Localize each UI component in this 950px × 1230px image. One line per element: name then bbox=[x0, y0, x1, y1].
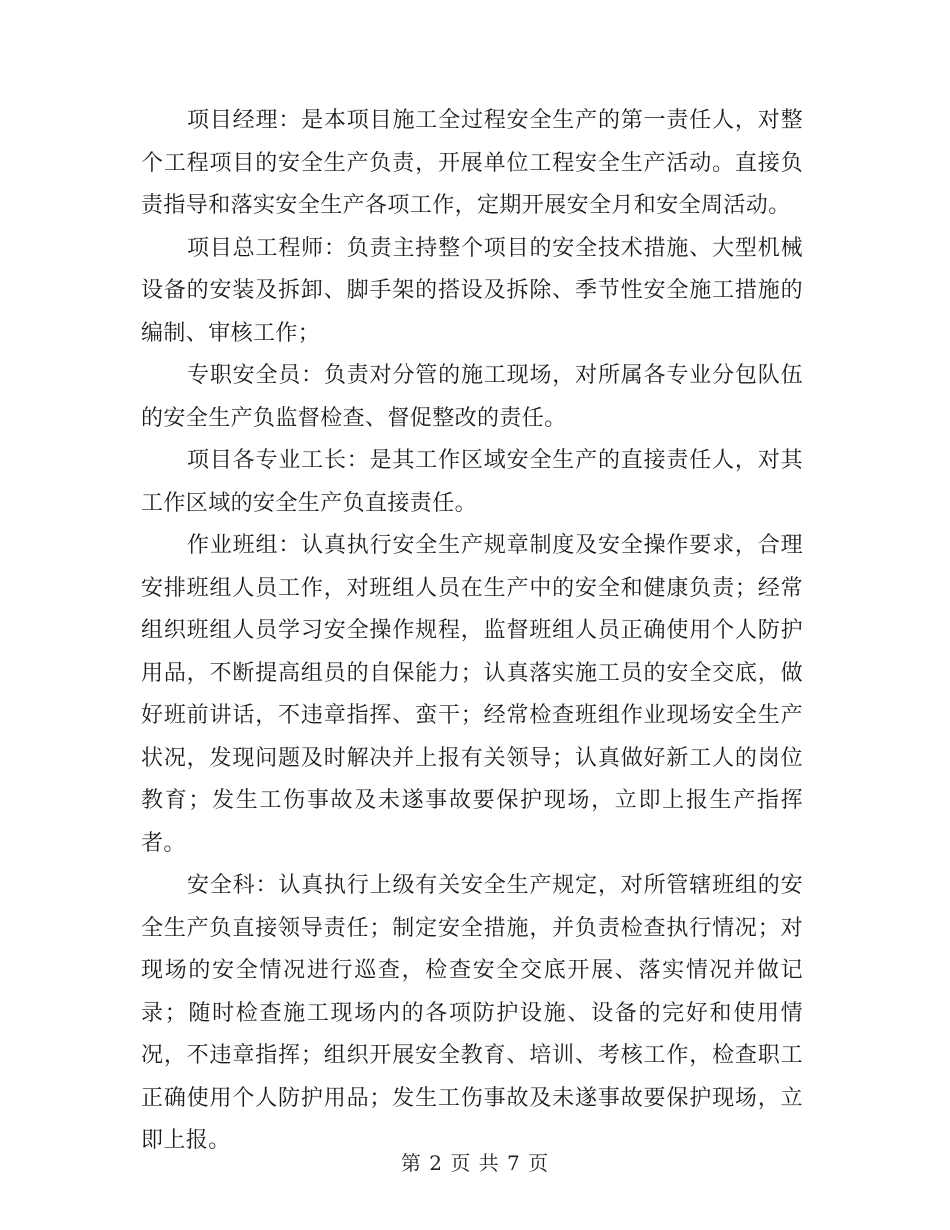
paragraph-safety-department: 安全科：认真执行上级有关安全生产规定，对所管辖班组的安全生产负直接领导责任；制定安全措施，并负责检查执行情况；对现场的安全情况进行巡查，检查安全交底开展、落实情况并做记录；随时检查施工现场内的各项防护设施、设备的完好和使用情况，不违章指挥；组织开展安全教育、培训、考核工作，检查职工正确使用个人防护用品；发生工伤事故及未遂事故要保护现场，立即上报。 bbox=[141, 873, 803, 1153]
paragraph-foreman: 项目各专业工长：是其工作区域安全生产的直接责任人，对其工作区域的安全生产负直接责任。 bbox=[141, 448, 803, 516]
paragraph-safety-officer: 专职安全员：负责对分管的施工现场，对所属各专业分包队伍的安全生产负监督检查、督促整改的责任。 bbox=[141, 363, 803, 431]
paragraph-project-manager: 项目经理：是本项目施工全过程安全生产的第一责任人，对整个工程项目的安全生产负责，开展单位工程安全生产活动。直接负责指导和落实安全生产各项工作，定期开展安全月和安全周活动。 bbox=[141, 108, 803, 218]
paragraph-chief-engineer: 项目总工程师：负责主持整个项目的安全技术措施、大型机械设备的安装及拆卸、脚手架的搭设及拆除、季节性安全施工措施的编制、审核工作； bbox=[141, 235, 803, 346]
paragraph-work-team: 作业班组：认真执行安全生产规章制度及安全操作要求，合理安排班组人员工作，对班组人员在生产中的安全和健康负责；经常组织班组人员学习安全操作规程，监督班组人员正确使用个人防护用品，不断提高组员的自保能力；认真落实施工员的安全交底，做好班前讲话，不违章指挥、蛮干；经常检查班组作业现场安全生产状况，发现问题及时解决并上报有关领导；认真做好新工人的岗位教育；发生工伤事故及未遂事故要保护现场，立即上报生产指挥者。 bbox=[141, 533, 803, 856]
page-number-footer: 第 2 页 共 7 页 bbox=[400, 1151, 550, 1175]
document-body bbox=[141, 100, 803, 1163]
